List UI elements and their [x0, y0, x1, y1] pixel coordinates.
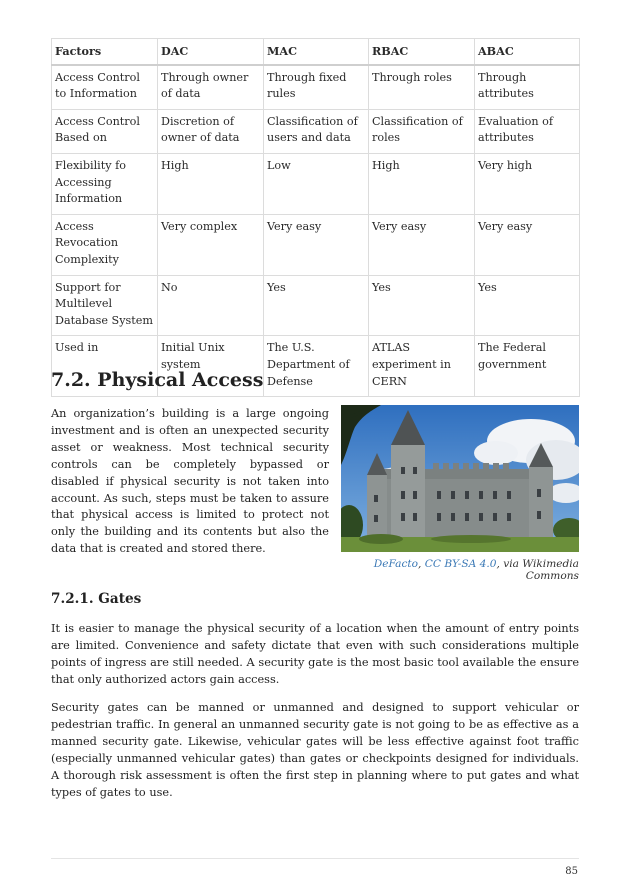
- gates-paragraph-2: Security gates can be manned or unmanned and designed to support vehicular or pedestrian traffic. In general an unmanned security gate is not going to be as effective as a manned security gate. Likewise, vehicular gates will be less effective against foot traffic (especially unmanned vehicular gates) than gates or checkpoints designed for individuals. A thorough risk assessment is often the first step in planning where to put gates and what types of gates to use.: [51, 701, 579, 799]
- table-cell: Access Revocation Complexity: [52, 214, 158, 275]
- table-cell: Very easy: [264, 214, 369, 275]
- table-cell: Used in: [52, 336, 158, 397]
- table-cell: The U.S. Department of Defense: [264, 336, 369, 397]
- table-cell: Discretion of owner of data: [158, 109, 264, 153]
- table-cell: Flexibility fo Accessing Information: [52, 153, 158, 214]
- table-cell: High: [369, 153, 475, 214]
- table-cell: Initial Unix system: [158, 336, 264, 397]
- table-cell: Low: [264, 153, 369, 214]
- table-row: [52, 214, 580, 275]
- table-cell: Classification of users and data: [264, 109, 369, 153]
- table-cell: Very high: [475, 153, 580, 214]
- page-number: 85: [565, 866, 578, 877]
- table-cell: Yes: [264, 275, 369, 336]
- section-intro-paragraph: An organization’s building is a large ongoing investment and is often an unexpected security asset or weakness. Most technical security controls can be completely bypassed or disabled if physical security is not taken into account. As such, steps must be taken to assure that physical access is limited to protect not only the building and its contents but also the data that is created and stored there.: [51, 407, 329, 556]
- table-cell: Classification of roles: [369, 109, 475, 153]
- access-control-comparison-table: [51, 38, 580, 397]
- table-cell: Access Control to Information: [52, 65, 158, 110]
- table-cell: The Federal government: [475, 336, 580, 397]
- gates-paragraph-1: It is easier to manage the physical security of a location when the amount of entry points are limited. Convenience and safety dictate that even with such considerations multiple points of ingress are still needed. A security gate is the most basic tool available the ensure that only authorized actors gain access.: [51, 622, 579, 686]
- table-cell: Through owner of data: [158, 65, 264, 110]
- table-cell: Access Control Based on: [52, 109, 158, 153]
- table-cell: Support for Multilevel Database System: [52, 275, 158, 336]
- table-cell: Yes: [369, 275, 475, 336]
- caption-source: , via Wikimedia Commons: [496, 558, 579, 582]
- subsection-heading: 7.2.1. Gates: [51, 591, 142, 607]
- castle-photo: [341, 405, 579, 552]
- header-mac: MAC: [264, 39, 369, 65]
- table-row: [52, 275, 580, 336]
- caption-author-link[interactable]: DeFacto: [373, 558, 419, 570]
- table-row: [52, 109, 580, 153]
- section-heading: 7.2. Physical Access: [51, 369, 264, 391]
- table-cell: Very complex: [158, 214, 264, 275]
- table-cell: Yes: [475, 275, 580, 336]
- table-cell: Through fixed rules: [264, 65, 369, 110]
- table-cell: Through roles: [369, 65, 475, 110]
- table-header-row: [52, 39, 580, 65]
- document-page: [51, 38, 579, 799]
- table-cell: No: [158, 275, 264, 336]
- table-row: [52, 153, 580, 214]
- table-cell: High: [158, 153, 264, 214]
- header-rbac: RBAC: [369, 39, 475, 65]
- footer-divider: [51, 858, 579, 859]
- header-dac: DAC: [158, 39, 264, 65]
- header-factors: Factors: [52, 39, 158, 65]
- table-cell: Evaluation of attributes: [475, 109, 580, 153]
- table-cell: Through attributes: [475, 65, 580, 110]
- figure-caption: [341, 558, 579, 582]
- table-cell: Very easy: [475, 214, 580, 275]
- caption-license-link[interactable]: CC BY-SA 4.0: [424, 558, 497, 570]
- table-row: [52, 65, 580, 110]
- caption-separator: ,: [418, 558, 425, 570]
- header-abac: ABAC: [475, 39, 580, 65]
- castle-figure: [341, 405, 579, 582]
- table-cell: ATLAS experiment in CERN: [369, 336, 475, 397]
- table-cell: Very easy: [369, 214, 475, 275]
